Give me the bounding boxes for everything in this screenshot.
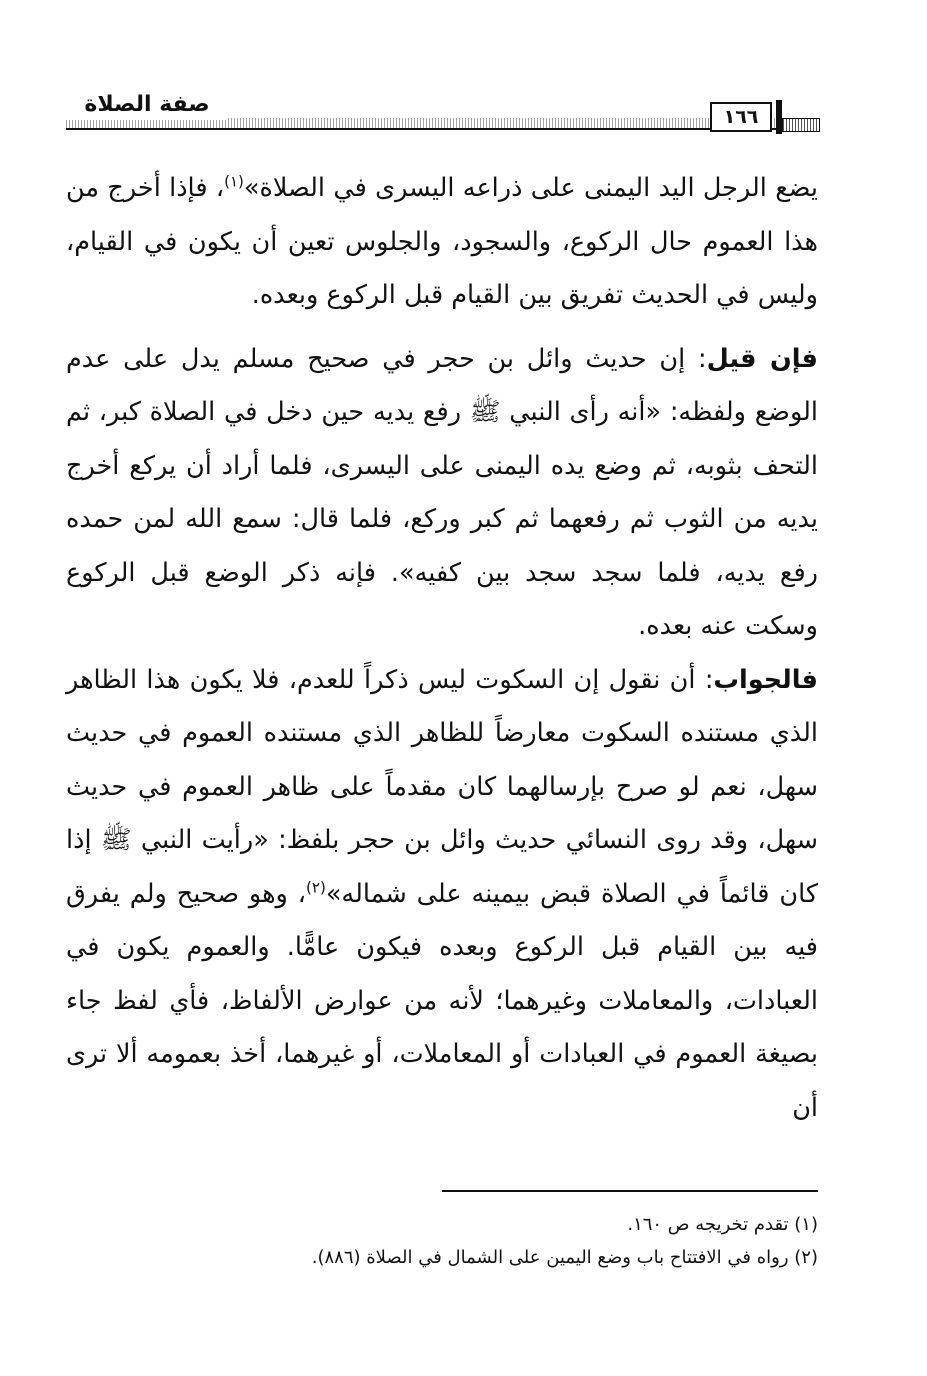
paragraph-2-text: : إن حديث وائل بن حجر في صحيح مسلم يدل على عدم الوضع ولفظه: «أنه رأى النبي ﷺ رفع يديه حين دخل في الصلاة كبر، ثم التحف بثوبه، ثم وضع يده اليمنى على اليسرى، فلما أراد أن يركع أخرج يديه من الثوب ثم رفعهما ثم كبر وركع، فلما قال: سمع الله لمن حمده رفع يديه، فلما سجد سجد بين كفيه». فإنه ذكر الوضع قبل الركوع وسكت عنه بعده. [66, 343, 818, 641]
page-header [66, 90, 820, 140]
page-number: ١٦٦ [710, 102, 772, 132]
footnote-2: (٢) رواه في الافتتاح باب وضع اليمين على الشمال في الصلاة (٨٨٦). [311, 1247, 818, 1268]
paragraph-1 [66, 162, 818, 323]
paragraph-2 [66, 333, 818, 654]
footnote-ref-1: (١) [224, 172, 244, 191]
paragraph-3-lead: فالجواب [713, 664, 818, 695]
paragraph-3 [66, 654, 818, 1136]
running-title: صفة الصلاة [66, 90, 228, 120]
footnotes [200, 1208, 818, 1274]
paragraph-2-lead: فإن قيل [706, 343, 819, 374]
paragraph-1-text: يضع الرجل اليد اليمنى على ذراعه اليسرى في الصلاة» [243, 173, 818, 203]
footnote-separator [442, 1190, 818, 1192]
footnote-1: (١) تقدم تخريجه ص ١٦٠. [627, 1214, 818, 1235]
main-text [66, 162, 818, 1135]
header-tab-ornament [782, 118, 820, 132]
footnote-ref-2: (٢) [306, 878, 326, 896]
paragraph-1-rest: ، فإذا أخرج من هذا العموم حال الركوع، والسجود، والجلوس تعين أن يكون في القيام، وليس في الحديث تفريق بين القيام قبل الركوع وبعده. [66, 173, 818, 310]
paragraph-3-text-b: ، وهو صحيح ولم يفرق فيه بين القيام قبل الركوع وبعده فيكون عامًّا. والعموم يكون في العبادات، والمعاملات وغيرهما؛ لأنه من عوارض الألفاظ، فأي لفظ جاء بصيغة العموم في العبادات أو المعاملات، أو غيرهما، أخذ بعمومه ألا ترى أن [66, 878, 818, 1123]
paragraph-3-text-a: : أن نقول إن السكوت ليس ذكراً للعدم، فلا يكون هذا الظاهر الذي مستنده السكوت معارضاً للظاهر الذي مستنده العموم في حديث سهل، نعم لو صرح بإرسالهما كان مقدماً على ظاهر العموم في حديث سهل، وقد روى النسائي حديث وائل بن حجر بلفظ: «رأيت النبي ﷺ إذا كان قائماً في الصلاة قبض بيمينه على شماله» [66, 664, 819, 909]
header-rule [66, 128, 820, 130]
